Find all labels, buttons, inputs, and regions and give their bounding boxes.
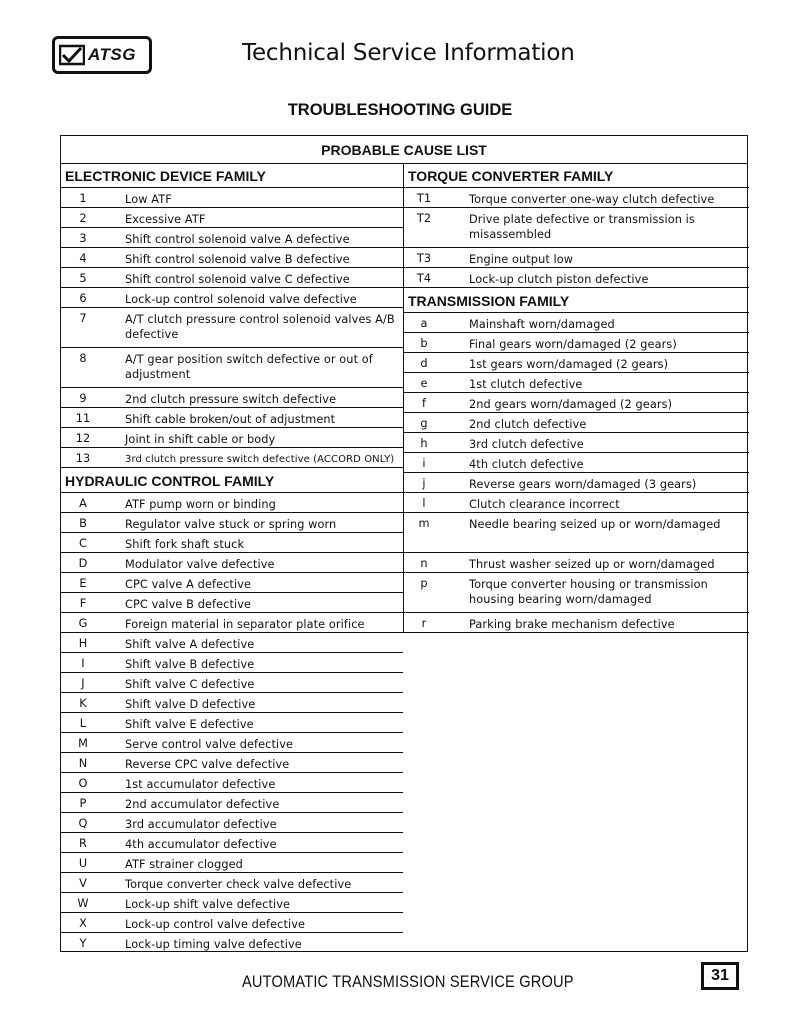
cause-description: Needle bearing seized up or worn/damaged (469, 518, 721, 531)
torque-rows (404, 188, 749, 288)
right-column (403, 163, 749, 633)
cause-description: 2nd gears worn/damaged (2 gears) (469, 398, 673, 411)
cause-code: F (79, 597, 87, 610)
table-row (404, 353, 749, 373)
logo-text: ATSG (88, 45, 136, 64)
cause-description: 3rd accumulator defective (125, 818, 277, 831)
cause-description: Lock-up timing valve defective (125, 938, 302, 951)
cause-code: p (420, 577, 428, 590)
cause-description: Shift valve A defective (125, 638, 255, 651)
cause-code: 3 (79, 232, 87, 245)
cause-description: Final gears worn/damaged (2 gears) (469, 338, 677, 351)
cause-description: Shift cable broken/out of adjustment (125, 413, 336, 426)
cause-code: 6 (79, 292, 87, 305)
cause-code: B (79, 517, 87, 530)
table-row (404, 513, 749, 553)
table-row (61, 428, 403, 448)
atsg-logo (52, 36, 152, 74)
cause-code: T4 (416, 272, 432, 285)
probable-cause-table (60, 135, 748, 952)
electronic-rows (61, 188, 403, 468)
cause-code: 2 (79, 212, 87, 225)
cause-code: N (78, 757, 88, 770)
table-row (404, 188, 749, 208)
cause-description: 3rd clutch defective (469, 438, 584, 451)
cause-code: C (79, 537, 87, 550)
cause-description: Clutch clearance incorrect (469, 498, 620, 511)
cause-code: M (78, 737, 88, 750)
cause-code: 5 (79, 272, 87, 285)
table-row (404, 413, 749, 433)
cause-code: 4 (79, 252, 87, 265)
table-row (61, 288, 403, 308)
cause-code: H (78, 637, 88, 650)
cause-description: Shift control solenoid valve C defective (125, 273, 350, 286)
cause-code: r (421, 617, 427, 630)
transmission-family-heading: TRANSMISSION FAMILY (404, 288, 749, 313)
cause-code: P (79, 797, 87, 810)
table-row (61, 388, 403, 408)
table-row (61, 208, 403, 228)
cause-description: Modulator valve defective (125, 558, 275, 571)
cause-description: CPC valve B defective (125, 598, 252, 611)
cause-description: Shift valve D defective (125, 698, 256, 711)
table-row (61, 248, 403, 268)
table-row (61, 348, 403, 388)
cause-description: Shift valve C defective (125, 678, 255, 691)
cause-code: h (420, 437, 428, 450)
table-row (61, 228, 403, 248)
table-row (61, 613, 403, 633)
cause-description: Lock-up shift valve defective (125, 898, 291, 911)
cause-code: G (78, 617, 88, 630)
hydraulic-rows (61, 493, 403, 953)
checkmark-logo-icon (59, 43, 85, 67)
cause-description: Thrust washer seized up or worn/damaged (469, 558, 715, 571)
table-row (61, 308, 403, 348)
cause-code: W (77, 897, 89, 910)
table-row (404, 473, 749, 493)
cause-description: Shift control solenoid valve B defective (125, 253, 350, 266)
cause-description: Reverse CPC valve defective (125, 758, 290, 771)
cause-code: n (420, 557, 428, 570)
cause-code: 11 (75, 412, 91, 425)
cause-code: e (420, 377, 428, 390)
cause-code: I (81, 657, 85, 670)
cause-description: Torque converter one-way clutch defective (469, 193, 715, 206)
table-row (61, 733, 403, 753)
cause-code: 7 (79, 312, 87, 325)
cause-code: m (418, 517, 430, 530)
cause-description: Mainshaft worn/damaged (469, 318, 615, 331)
cause-description: Serve control valve defective (125, 738, 294, 751)
cause-code: E (79, 577, 87, 590)
cause-code: d (420, 357, 428, 370)
table-row (404, 268, 749, 288)
cause-code: O (78, 777, 88, 790)
table-row (61, 513, 403, 533)
cause-code: V (79, 877, 87, 890)
table-row (61, 853, 403, 873)
cause-description: 1st accumulator defective (125, 778, 276, 791)
cause-code: 1 (79, 192, 87, 205)
cause-code: T3 (416, 252, 432, 265)
table-row (61, 893, 403, 913)
cause-description: Joint in shift cable or body (125, 433, 276, 446)
cause-description: ATF strainer clogged (125, 858, 243, 871)
cause-code: Q (78, 817, 88, 830)
cause-description: 2nd clutch pressure switch defective (125, 393, 337, 406)
table-row (61, 653, 403, 673)
left-column (61, 163, 403, 953)
cause-code: f (421, 397, 427, 410)
cause-code: a (420, 317, 428, 330)
cause-description: Reverse gears worn/damaged (3 gears) (469, 478, 697, 491)
cause-description: Lock-up clutch piston defective (469, 273, 649, 286)
cause-description: Regulator valve stuck or spring worn (125, 518, 337, 531)
table-row (61, 573, 403, 593)
table-row (61, 633, 403, 653)
cause-code: U (78, 857, 88, 870)
table-row (61, 593, 403, 613)
cause-code: R (79, 837, 87, 850)
table-row (61, 533, 403, 553)
table-row (404, 433, 749, 453)
table-row (61, 933, 403, 953)
cause-code: K (79, 697, 87, 710)
electronic-family-heading: ELECTRONIC DEVICE FAMILY (61, 163, 403, 188)
table-row (61, 673, 403, 693)
cause-description: Engine output low (469, 253, 574, 266)
table-row (404, 313, 749, 333)
table-row (404, 248, 749, 268)
cause-code: 9 (79, 392, 87, 405)
table-row (61, 833, 403, 853)
cause-description: Drive plate defective or transmission is misassembled (469, 213, 695, 241)
table-row (404, 333, 749, 353)
table-row (61, 408, 403, 428)
cause-code: J (81, 677, 85, 690)
footer-title: AUTOMATIC TRANSMISSION SERVICE GROUP (242, 972, 574, 991)
cause-code: l (422, 497, 426, 510)
table-row (61, 693, 403, 713)
table-row (61, 268, 403, 288)
table-row (61, 793, 403, 813)
cause-code: L (79, 717, 87, 730)
cause-code: T1 (416, 192, 432, 205)
cause-description: 2nd accumulator defective (125, 798, 280, 811)
cause-description: Shift fork shaft stuck (125, 538, 245, 551)
table-row (61, 448, 403, 468)
cause-description: Shift valve B defective (125, 658, 255, 671)
cause-code: g (420, 417, 428, 430)
page-number: 31 (701, 962, 739, 990)
torque-family-heading: TORQUE CONVERTER FAMILY (404, 163, 749, 188)
transmission-rows (404, 313, 749, 633)
table-row (61, 553, 403, 573)
cause-description: CPC valve A defective (125, 578, 252, 591)
cause-description: A/T gear position switch defective or out of adjustment (125, 353, 373, 381)
cause-description: 2nd clutch defective (469, 418, 587, 431)
cause-code: 12 (75, 432, 91, 445)
table-row (404, 393, 749, 413)
table-row (61, 493, 403, 513)
cause-description: ATF pump worn or binding (125, 498, 276, 511)
cause-description: 1st clutch defective (469, 378, 583, 391)
page-header-title: Technical Service Information (242, 40, 575, 66)
cause-code: i (422, 457, 426, 470)
cause-description: 4th accumulator defective (125, 838, 277, 851)
cause-code: b (420, 337, 428, 350)
cause-code: D (78, 557, 88, 570)
cause-description: 3rd clutch pressure switch defective (ACCORD ONLY) (125, 454, 395, 465)
table-row (404, 613, 749, 633)
cause-code: X (79, 917, 87, 930)
table-row (61, 813, 403, 833)
table-row (61, 188, 403, 208)
cause-code: Y (79, 937, 87, 950)
cause-code: 13 (75, 452, 91, 465)
table-row (61, 913, 403, 933)
table-row (404, 553, 749, 573)
table-row (404, 573, 749, 613)
hydraulic-family-heading: HYDRAULIC CONTROL FAMILY (61, 468, 403, 493)
cause-description: Shift valve E defective (125, 718, 254, 731)
table-row (61, 773, 403, 793)
cause-code: T2 (416, 212, 432, 225)
cause-description: Foreign material in separator plate orifice (125, 618, 365, 631)
cause-description: Shift control solenoid valve A defective (125, 233, 350, 246)
cause-description: Parking brake mechanism defective (469, 618, 675, 631)
cause-code: 8 (79, 352, 87, 365)
cause-description: Excessive ATF (125, 213, 206, 226)
table-row (61, 873, 403, 893)
table-row (61, 753, 403, 773)
table-row (404, 373, 749, 393)
table-row (404, 453, 749, 473)
table-row (61, 713, 403, 733)
cause-code: j (422, 477, 426, 490)
table-title: PROBABLE CAUSE LIST (61, 136, 747, 164)
table-row (404, 208, 749, 248)
table-row (404, 493, 749, 513)
cause-description: Torque converter housing or transmission housing bearing worn/damaged (469, 578, 708, 606)
cause-description: 4th clutch defective (469, 458, 584, 471)
cause-description: 1st gears worn/damaged (2 gears) (469, 358, 669, 371)
cause-description: A/T clutch pressure control solenoid valves A/B defective (125, 313, 395, 341)
guide-title: TROUBLESHOOTING GUIDE (287, 101, 513, 119)
cause-description: Low ATF (125, 193, 172, 206)
cause-description: Torque converter check valve defective (125, 878, 352, 891)
cause-description: Lock-up control valve defective (125, 918, 306, 931)
cause-description: Lock-up control solenoid valve defective (125, 293, 357, 306)
cause-code: A (79, 497, 87, 510)
